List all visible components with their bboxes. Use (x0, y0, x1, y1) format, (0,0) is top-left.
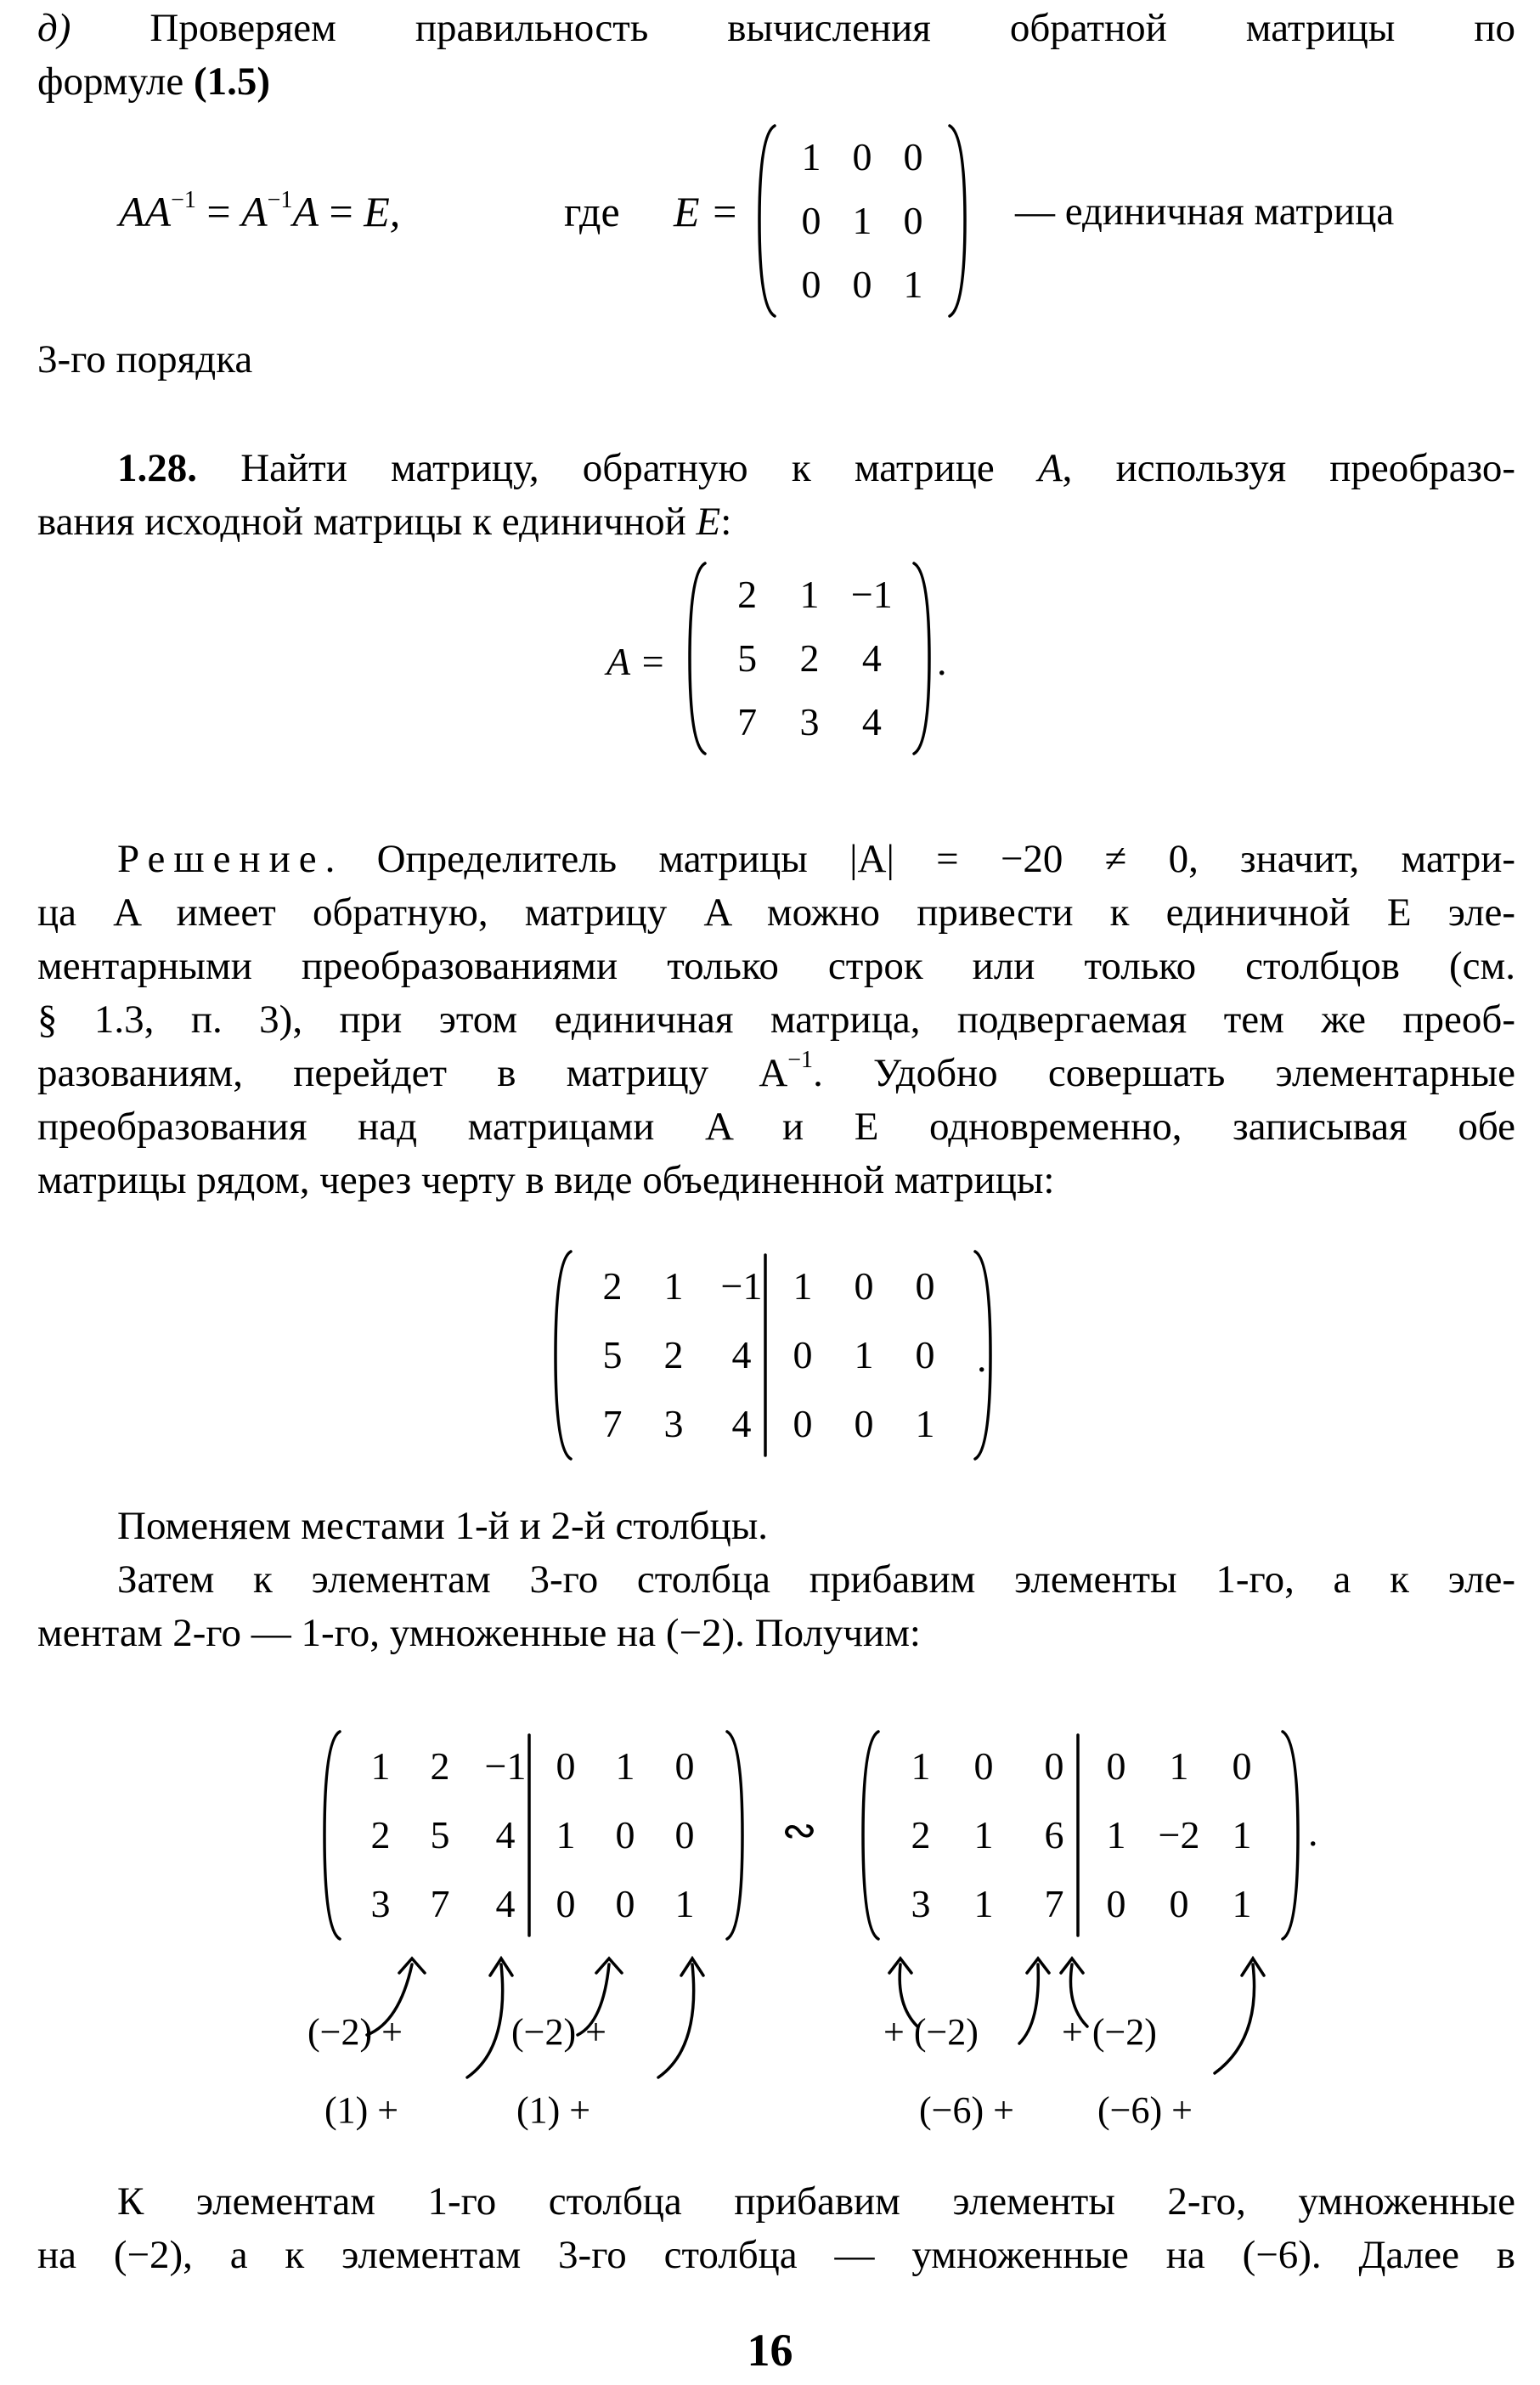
equivalence-sign: ∾ (781, 1806, 817, 1854)
matrix-cell: 2 (602, 1263, 623, 1308)
matrix-cell: 1 (911, 1744, 931, 1788)
solution-line-2: ца A имеет обратную, матрицу A можно привести к единичной E эле- (37, 890, 1515, 935)
matrix-cell: 7 (737, 699, 758, 743)
matrix-cell: 7 (430, 1882, 450, 1926)
intro-line-1: д) Проверяем правильность вычисления обратной матрицы по (37, 6, 1515, 50)
matrix-cell: 4 (731, 1402, 752, 1446)
matrix-cell: 0 (674, 1744, 695, 1788)
step-line-2: Затем к элементам 3-го столбца прибавим элементы 1-го, а к эле- (117, 1557, 1515, 1602)
matrix-cell: 1 (1232, 1813, 1252, 1857)
op-label-7: (−6) + (919, 2089, 1014, 2131)
matrix-cell: 0 (903, 135, 923, 179)
step-line-1: Поменяем местами 1-й и 2-й столбцы. (117, 1504, 769, 1548)
matrix-cell: 5 (737, 636, 758, 680)
where-word: где (564, 188, 620, 235)
arrow-4 (658, 1964, 694, 2077)
matrix-cell: 1 (973, 1882, 994, 1926)
matrix-cell: 0 (903, 199, 923, 242)
solution-line-7: матрицы рядом, через черту в виде объединенной матрицы: (37, 1158, 1055, 1202)
op-label-1: (−2) + (307, 2011, 403, 2053)
matrix-cell: 5 (430, 1813, 450, 1857)
matrix-cell: 1 (973, 1813, 994, 1857)
matrix-cell: 4 (731, 1333, 752, 1376)
matrix-cell: −1 (720, 1263, 763, 1308)
problem-line-2: вания исходной матрицы к единичной E: (37, 500, 732, 544)
matrix-cell: 1 (801, 135, 821, 179)
matrix-cell: 0 (556, 1882, 576, 1926)
matrix-cell: 0 (556, 1744, 576, 1788)
matrix-cell: 1 (852, 199, 872, 242)
identity-formula: $AA^{-1} = A^{-1}A = E$, (119, 187, 401, 235)
solution-line-3: ментарными преобразованиями только строк или только столбцов (см. (37, 944, 1515, 988)
matrix-cell: 4 (861, 636, 882, 680)
matrix-cell: 1 (793, 1263, 813, 1308)
matrix-cell: 0 (615, 1882, 635, 1926)
order-line: 3-го порядка (37, 337, 253, 381)
matrix-cell: 0 (801, 199, 821, 242)
matrix-cell: 1 (370, 1744, 391, 1788)
matrix-cell: 1 (1106, 1813, 1126, 1857)
matrix-cell: 0 (1044, 1744, 1064, 1788)
problem-line-1: 1.28. Найти матрицу, обратную к матрице A, используя преобразо- (117, 446, 1515, 490)
augmented-end: . (977, 1337, 987, 1380)
matrix-cell: 2 (737, 573, 758, 617)
matrix-cell: 1 (854, 1333, 874, 1376)
matrix-cell: 7 (1044, 1882, 1064, 1926)
matrix-cell: 4 (861, 699, 882, 743)
closing-line-1: К элементам 1-го столбца прибавим элементы 2-го, умноженные (117, 2179, 1515, 2224)
matrix-cell: 0 (852, 262, 872, 306)
matrix-cell: 1 (1169, 1744, 1189, 1788)
matrix-cell: 2 (799, 636, 820, 680)
solution-line-4: § 1.3, п. 3), при этом единичная матрица, подвергаемая тем же преоб- (37, 998, 1515, 1042)
matrix-cell: 0 (793, 1402, 813, 1446)
page-number: 16 (747, 2325, 793, 2376)
matrix-cell: 1 (1232, 1882, 1252, 1926)
solution-line-1: Решение. Определитель матрицы |A| = −20 ≠ 0, значит, матри- (117, 837, 1515, 881)
matrix-cell: 3 (799, 699, 820, 743)
matrix-cell: 1 (903, 262, 923, 306)
step-line-3: ментам 2-го — 1-го, умноженные на (−2). Получим: (37, 1611, 921, 1655)
op-label-2: (−2) + (511, 2011, 606, 2053)
closing-line-2: на (−2), а к элементам 3-го столбца — умноженные на (−6). Далее в (37, 2233, 1515, 2277)
matrix-cell: 0 (674, 1813, 695, 1857)
matrix-cell: 1 (556, 1813, 576, 1857)
matrix-cell: 0 (1232, 1744, 1252, 1788)
matrix-cell: 2 (370, 1813, 391, 1857)
matrix-cell: 3 (663, 1402, 684, 1446)
matrix-cell: 3 (911, 1882, 931, 1926)
matrix-cell: −2 (1158, 1813, 1200, 1857)
matrix-cell: 1 (915, 1402, 935, 1446)
matrix-cell: −1 (484, 1744, 527, 1788)
op-label-8: (−6) + (1097, 2089, 1193, 2131)
matrix-cell: 7 (602, 1402, 623, 1446)
matrix-cell: 2 (430, 1744, 450, 1788)
op-label-6: + (−2) (1062, 2011, 1157, 2053)
matrix-cell: 0 (793, 1333, 813, 1376)
matrix-cell: 0 (801, 262, 821, 306)
matrix-cell: 2 (663, 1333, 684, 1376)
matrix-cell: 1 (663, 1263, 684, 1308)
matrix-cell: 0 (852, 135, 872, 179)
matrix-cell: 3 (370, 1882, 391, 1926)
matrix-cell: 0 (854, 1402, 874, 1446)
op-label-3: (1) + (324, 2089, 399, 2131)
matrix-a-label: A = (606, 640, 666, 683)
closing-paragraph (37, 2175, 1515, 2282)
matrix-cell: 1 (615, 1744, 635, 1788)
solution-line-5: разованиям, перейдет в матрицу $A^{-1}$. Удобно совершать элементарные (37, 1047, 1515, 1095)
arrow-8 (1215, 1964, 1255, 2073)
arrow-2 (467, 1964, 503, 2077)
matrix-cell: 1 (674, 1882, 695, 1926)
op-label-5: + (−2) (883, 2011, 979, 2053)
matrix-cell: 0 (973, 1744, 994, 1788)
e-label: E = (674, 188, 739, 235)
arrow-6 (1019, 1964, 1038, 2043)
solution-line-6: преобразования над матрицами A и E одновременно, записывая обе (37, 1105, 1515, 1149)
matrix-cell: 0 (915, 1263, 935, 1308)
identity-suffix: — единичная матрица (1015, 189, 1395, 234)
matrix-cell: 1 (799, 573, 820, 617)
matrix-cell: 2 (911, 1813, 931, 1857)
matrix-cell: 0 (854, 1263, 874, 1308)
matrix-cell: 0 (615, 1813, 635, 1857)
matrix-cell: 0 (1106, 1744, 1126, 1788)
matrix-cell: 0 (915, 1333, 935, 1376)
matrix-cell: 4 (495, 1882, 516, 1926)
matrix-cell: 0 (1169, 1882, 1189, 1926)
op-label-4: (1) + (516, 2089, 591, 2131)
matrix-cell: 5 (602, 1333, 623, 1376)
transform-end: . (1308, 1811, 1318, 1854)
matrix-cell: 0 (1106, 1882, 1126, 1926)
matrix-cell: 6 (1044, 1813, 1064, 1857)
matrix-cell: 4 (495, 1813, 516, 1857)
matrix-cell: −1 (850, 573, 893, 617)
matrix-a-end: . (937, 640, 947, 683)
intro-line-2: формуле (1.5) (37, 59, 271, 104)
